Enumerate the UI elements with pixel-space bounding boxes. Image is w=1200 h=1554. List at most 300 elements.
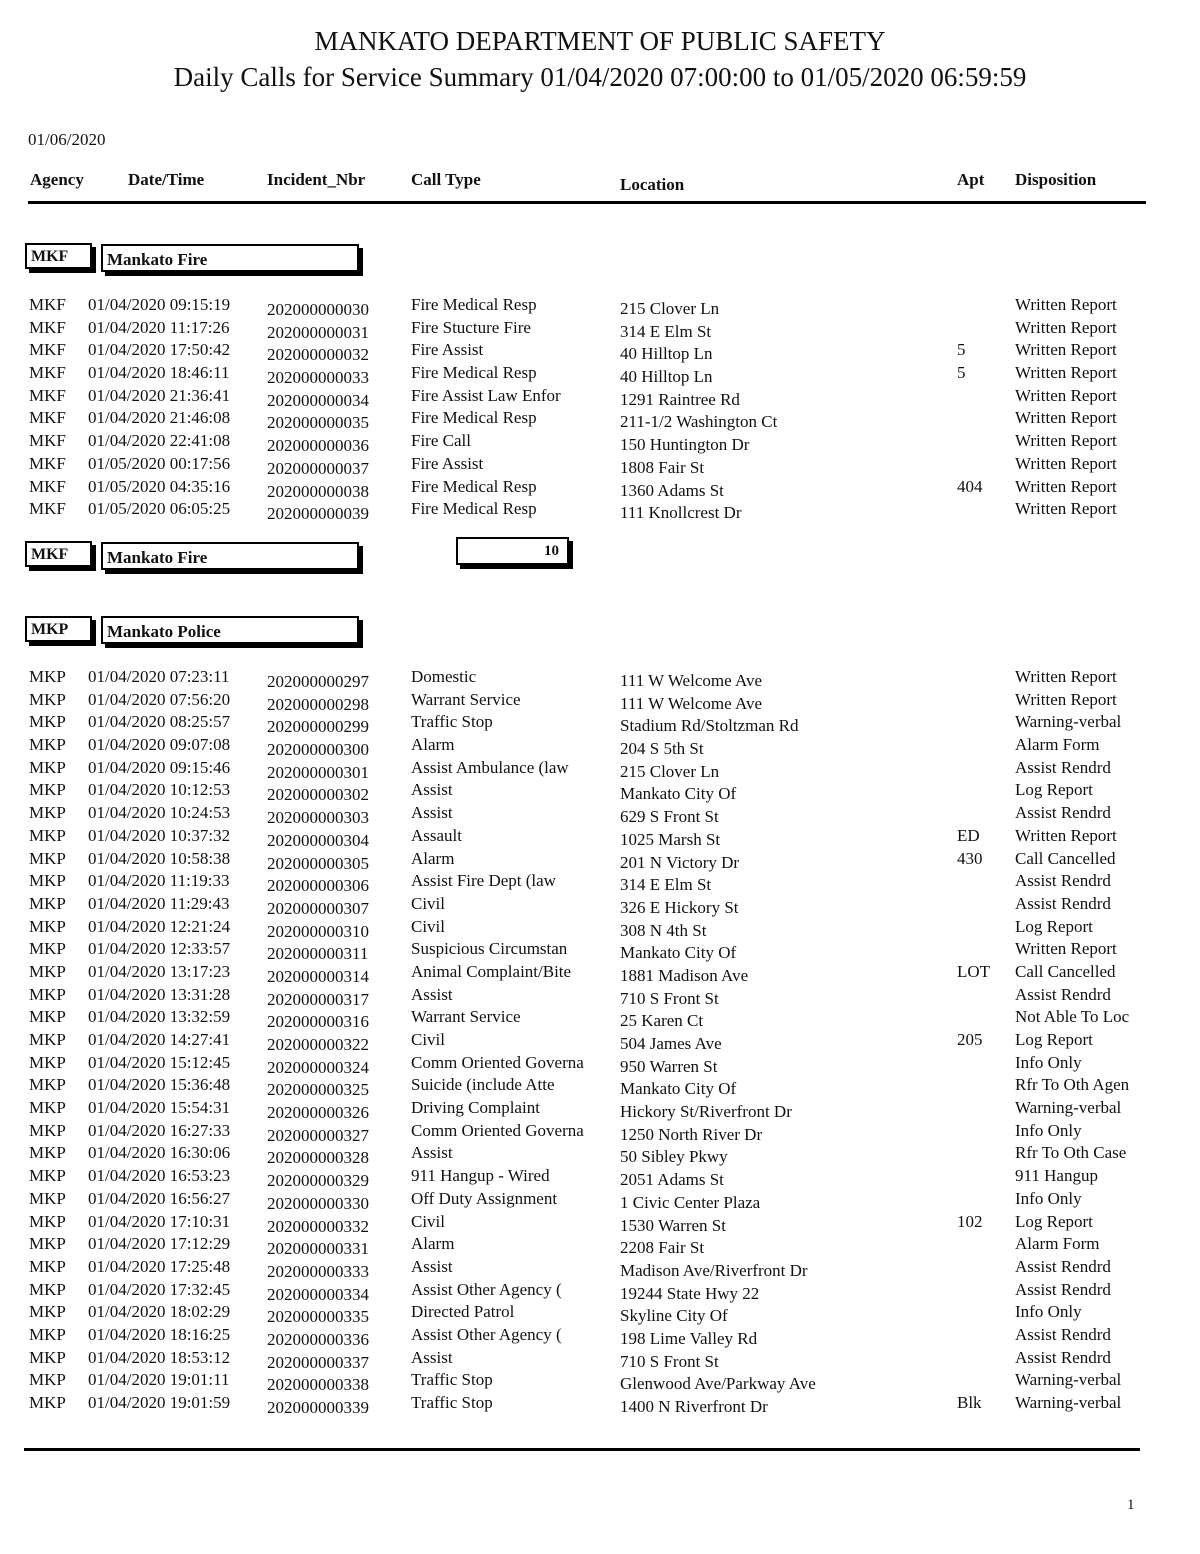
location-cell: Mankato City Of [620, 784, 737, 804]
disposition-cell: Written Report [1015, 667, 1117, 686]
column-header-incident: Incident_Nbr [267, 170, 366, 189]
fire-agency-code: MKF [25, 243, 92, 269]
police-agency-name: Mankato Police [101, 616, 359, 644]
datetime-cell: 01/04/2020 18:16:25 [88, 1324, 231, 1344]
call-type-cell: Alarm [411, 848, 455, 868]
call-type-cell: Comm Oriented Governa [411, 1052, 584, 1072]
agency-cell: MKP [29, 735, 66, 755]
agency-cell: MKF [29, 363, 66, 383]
table-row [0, 295, 1200, 318]
incident-number-cell: 202000000338 [267, 1375, 369, 1395]
call-type-cell: Assist Fire Dept (law [411, 871, 556, 891]
incident-number-cell: 202000000307 [267, 898, 369, 918]
agency-cell: MKP [29, 984, 66, 1004]
datetime-cell: 01/04/2020 11:19:33 [88, 871, 230, 891]
location-cell: Mankato City Of [620, 943, 737, 963]
incident-number-cell: 202000000302 [267, 785, 369, 805]
disposition-cell: Assist Rendrd [1015, 1256, 1111, 1276]
location-cell: Mankato City Of [620, 1079, 737, 1099]
datetime-cell: 01/04/2020 21:46:08 [88, 408, 231, 428]
table-row [0, 1348, 1200, 1371]
datetime-cell: 01/05/2020 00:17:56 [88, 453, 231, 473]
call-type-cell: Driving Complaint [411, 1098, 540, 1118]
incident-number-cell: 202000000034 [267, 390, 369, 410]
apt-cell: 5 [957, 363, 966, 383]
call-type-cell: Off Duty Assignment [411, 1188, 558, 1208]
datetime-cell: 01/04/2020 17:10:31 [88, 1211, 231, 1231]
table-row [0, 712, 1200, 735]
incident-number-cell: 202000000300 [267, 740, 369, 760]
disposition-cell: Alarm Form [1015, 735, 1100, 755]
incident-number-cell: 202000000298 [267, 694, 369, 714]
disposition-cell: Assist Rendrd [1015, 1324, 1111, 1344]
disposition-cell: Call Cancelled [1015, 961, 1116, 981]
agency-cell: MKP [29, 1302, 66, 1322]
table-row [0, 1257, 1200, 1280]
incident-number-cell: 202000000328 [267, 1148, 369, 1168]
incident-number-cell: 202000000324 [267, 1057, 369, 1077]
incident-number-cell: 202000000305 [267, 853, 369, 873]
disposition-cell: Written Report [1015, 825, 1117, 845]
location-cell: 1881 Madison Ave [620, 965, 749, 985]
incident-number-cell: 202000000314 [267, 966, 369, 986]
agency-cell: MKP [29, 1143, 66, 1163]
agency-cell: MKP [29, 1075, 66, 1095]
call-type-cell: Civil [411, 893, 446, 913]
disposition-cell: Not Able To Loc [1015, 1007, 1130, 1027]
call-type-cell: 911 Hangup - Wired [411, 1166, 550, 1186]
agency-cell: MKP [29, 916, 66, 936]
incident-number-cell: 202000000299 [267, 717, 369, 737]
disposition-cell: Written Report [1015, 363, 1117, 383]
location-cell: 198 Lime Valley Rd [620, 1328, 758, 1348]
call-type-cell: Animal Complaint/Bite [411, 961, 572, 981]
disposition-cell: 911 Hangup [1015, 1166, 1098, 1186]
location-cell: 326 E Hickory St [620, 897, 739, 917]
incident-number-cell: 202000000306 [267, 876, 369, 896]
disposition-cell: Warning-verbal [1015, 1098, 1122, 1118]
datetime-cell: 01/04/2020 07:23:11 [88, 667, 230, 686]
agency-cell: MKP [29, 1052, 66, 1072]
agency-cell: MKF [29, 499, 66, 519]
agency-cell: MKF [29, 453, 66, 473]
table-row [0, 340, 1200, 363]
location-cell: 19244 State Hwy 22 [620, 1283, 760, 1303]
datetime-cell: 01/04/2020 21:36:41 [88, 385, 231, 405]
call-type-cell: Traffic Stop [411, 712, 493, 732]
agency-cell: MKF [29, 295, 66, 314]
table-row [0, 1212, 1200, 1235]
disposition-cell: Assist Rendrd [1015, 984, 1111, 1004]
column-header-call-type: Call Type [411, 170, 481, 189]
fire-footer-name: Mankato Fire [101, 542, 359, 570]
datetime-cell: 01/04/2020 22:41:08 [88, 431, 231, 451]
table-row [0, 1143, 1200, 1166]
incident-number-cell: 202000000336 [267, 1329, 369, 1349]
column-header-disposition: Disposition [1015, 170, 1097, 189]
table-row [0, 758, 1200, 781]
agency-cell: MKP [29, 1098, 66, 1118]
table-row [0, 894, 1200, 917]
location-cell: 1400 N Riverfront Dr [620, 1397, 768, 1416]
police-call-list [0, 667, 1200, 1416]
disposition-cell: Log Report [1015, 1030, 1093, 1049]
disposition-cell: Written Report [1015, 453, 1117, 473]
incident-number-cell: 202000000331 [267, 1239, 369, 1259]
fire-call-list [0, 295, 1200, 522]
disposition-cell: Written Report [1015, 340, 1117, 360]
call-type-cell: Fire Stucture Fire [411, 317, 531, 337]
disposition-cell: Log Report [1015, 780, 1093, 800]
location-cell: 201 N Victory Dr [620, 852, 740, 872]
table-row [0, 1234, 1200, 1257]
agency-cell: MKF [29, 317, 66, 337]
location-cell: 204 S 5th St [620, 739, 704, 759]
datetime-cell: 01/04/2020 12:33:57 [88, 939, 231, 959]
agency-cell: MKP [29, 780, 66, 800]
call-type-cell: Fire Medical Resp [411, 476, 537, 496]
apt-cell: 430 [957, 848, 983, 868]
disposition-cell: Warning-verbal [1015, 1370, 1122, 1390]
incident-number-cell: 202000000337 [267, 1352, 369, 1372]
call-type-cell: Directed Patrol [411, 1302, 515, 1322]
location-cell: 111 W Welcome Ave [620, 671, 763, 690]
table-row [0, 363, 1200, 386]
agency-cell: MKP [29, 848, 66, 868]
incident-number-cell: 202000000334 [267, 1284, 369, 1304]
table-row [0, 1325, 1200, 1348]
table-row [0, 735, 1200, 758]
datetime-cell: 01/04/2020 17:25:48 [88, 1256, 231, 1276]
report-title: MANKATO DEPARTMENT OF PUBLIC SAFETY [314, 26, 886, 56]
disposition-cell: Warning-verbal [1015, 1393, 1122, 1412]
disposition-cell: Written Report [1015, 408, 1117, 428]
location-cell: 215 Clover Ln [620, 761, 720, 781]
incident-number-cell: 202000000311 [267, 944, 369, 964]
incident-number-cell: 202000000038 [267, 481, 369, 501]
apt-cell: 404 [957, 476, 983, 496]
call-type-cell: Fire Assist [411, 453, 484, 473]
table-row [0, 917, 1200, 940]
disposition-cell: Written Report [1015, 385, 1117, 405]
call-type-cell: Traffic Stop [411, 1393, 493, 1412]
table-row [0, 962, 1200, 985]
location-cell: Stadium Rd/Stoltzman Rd [620, 716, 799, 736]
agency-cell: MKF [29, 385, 66, 405]
call-type-cell: Assist [411, 803, 453, 823]
call-type-cell: Warrant Service [411, 1007, 521, 1027]
footer-divider [24, 1448, 1140, 1451]
location-cell: 50 Sibley Pkwy [620, 1147, 728, 1167]
police-agency-code: MKP [25, 616, 92, 642]
location-cell: 111 Knollcrest Dr [620, 503, 742, 523]
table-row [0, 499, 1200, 522]
incident-number-cell: 202000000304 [267, 830, 369, 850]
location-cell: 2208 Fair St [620, 1238, 705, 1258]
agency-cell: MKP [29, 757, 66, 777]
table-row [0, 871, 1200, 894]
table-row [0, 690, 1200, 713]
table-row [0, 1370, 1200, 1393]
table-row [0, 1007, 1200, 1030]
header-divider [28, 201, 1146, 204]
table-row [0, 408, 1200, 431]
table-row [0, 826, 1200, 849]
call-type-cell: Warrant Service [411, 689, 521, 709]
incident-number-cell: 202000000297 [267, 672, 369, 691]
agency-cell: MKP [29, 961, 66, 981]
datetime-cell: 01/04/2020 16:27:33 [88, 1120, 231, 1140]
datetime-cell: 01/04/2020 11:29:43 [88, 893, 230, 913]
datetime-cell: 01/04/2020 11:17:26 [88, 317, 230, 337]
fire-agency-name: Mankato Fire [101, 244, 359, 272]
location-cell: 1808 Fair St [620, 457, 705, 477]
table-row [0, 318, 1200, 341]
datetime-cell: 01/04/2020 10:37:32 [88, 825, 231, 845]
incident-number-cell: 202000000316 [267, 1012, 369, 1032]
table-row [0, 803, 1200, 826]
call-type-cell: Alarm [411, 735, 455, 755]
datetime-cell: 01/04/2020 09:15:19 [88, 295, 231, 314]
location-cell: 950 Warren St [620, 1056, 718, 1076]
datetime-cell: 01/04/2020 09:07:08 [88, 735, 231, 755]
table-row [0, 1121, 1200, 1144]
datetime-cell: 01/04/2020 19:01:11 [88, 1370, 230, 1390]
apt-cell: 205 [957, 1030, 983, 1049]
page-number: 1 [1127, 1497, 1135, 1513]
disposition-cell: Written Report [1015, 431, 1117, 451]
incident-number-cell: 202000000032 [267, 345, 369, 365]
table-row [0, 454, 1200, 477]
agency-cell: MKP [29, 1234, 66, 1254]
incident-number-cell: 202000000326 [267, 1103, 369, 1123]
call-type-cell: Assist Other Agency ( [411, 1324, 562, 1344]
location-cell: 1291 Raintree Rd [620, 389, 740, 409]
agency-cell: MKP [29, 1166, 66, 1186]
location-cell: 215 Clover Ln [620, 299, 720, 318]
table-row [0, 1280, 1200, 1303]
agency-cell: MKF [29, 431, 66, 451]
location-cell: 150 Huntington Dr [620, 435, 750, 455]
agency-cell: MKP [29, 1370, 66, 1390]
table-row [0, 1166, 1200, 1189]
incident-number-cell: 202000000332 [267, 1216, 369, 1236]
location-cell: 1025 Marsh St [620, 829, 721, 849]
incident-number-cell: 202000000301 [267, 762, 369, 782]
incident-number-cell: 202000000325 [267, 1080, 369, 1100]
agency-cell: MKP [29, 1279, 66, 1299]
call-type-cell: Suicide (include Atte [411, 1075, 555, 1095]
location-cell: 314 E Elm St [620, 875, 712, 895]
incident-number-cell: 202000000033 [267, 368, 369, 388]
datetime-cell: 01/04/2020 14:27:41 [88, 1030, 231, 1049]
datetime-cell: 01/04/2020 08:25:57 [88, 712, 231, 732]
datetime-cell: 01/05/2020 04:35:16 [88, 476, 231, 496]
disposition-cell: Written Report [1015, 476, 1117, 496]
column-header-location: Location [620, 175, 685, 194]
disposition-cell: Assist Rendrd [1015, 871, 1111, 891]
datetime-cell: 01/04/2020 10:58:38 [88, 848, 231, 868]
call-type-cell: Assist [411, 984, 453, 1004]
disposition-cell: Assist Rendrd [1015, 893, 1111, 913]
agency-cell: MKP [29, 689, 66, 709]
datetime-cell: 01/04/2020 10:24:53 [88, 803, 231, 823]
call-type-cell: Suspicious Circumstan [411, 939, 568, 959]
call-type-cell: Assault [411, 825, 462, 845]
location-cell: 1 Civic Center Plaza [620, 1192, 761, 1212]
incident-number-cell: 202000000036 [267, 436, 369, 456]
call-type-cell: Fire Assist Law Enfor [411, 385, 561, 405]
datetime-cell: 01/04/2020 17:50:42 [88, 340, 231, 360]
column-header-apt: Apt [957, 170, 985, 189]
disposition-cell: Warning-verbal [1015, 712, 1122, 732]
call-type-cell: Fire Call [411, 431, 471, 451]
table-row [0, 667, 1200, 690]
table-row [0, 849, 1200, 872]
incident-number-cell: 202000000317 [267, 989, 369, 1009]
call-type-cell: Fire Assist [411, 340, 484, 360]
location-cell: Madison Ave/Riverfront Dr [620, 1260, 808, 1280]
location-cell: 111 W Welcome Ave [620, 693, 763, 713]
datetime-cell: 01/04/2020 19:01:59 [88, 1393, 231, 1412]
location-cell: Hickory St/Riverfront Dr [620, 1102, 792, 1122]
table-row [0, 1393, 1200, 1416]
agency-cell: MKP [29, 1007, 66, 1027]
apt-cell: 5 [957, 340, 966, 360]
location-cell: 40 Hilltop Ln [620, 367, 713, 387]
incident-number-cell: 202000000335 [267, 1307, 369, 1327]
table-row [0, 780, 1200, 803]
incident-number-cell: 202000000327 [267, 1125, 369, 1145]
disposition-cell: Assist Rendrd [1015, 803, 1111, 823]
table-row [0, 985, 1200, 1008]
agency-cell: MKP [29, 893, 66, 913]
agency-cell: MKF [29, 476, 66, 496]
disposition-cell: Alarm Form [1015, 1234, 1100, 1254]
datetime-cell: 01/05/2020 06:05:25 [88, 499, 231, 519]
datetime-cell: 01/04/2020 12:21:24 [88, 916, 231, 936]
datetime-cell: 01/04/2020 15:54:31 [88, 1098, 231, 1118]
column-header-datetime: Date/Time [128, 170, 205, 189]
incident-number-cell: 202000000329 [267, 1171, 369, 1191]
fire-footer-code: MKF [25, 541, 92, 567]
table-row [0, 431, 1200, 454]
disposition-cell: Info Only [1015, 1120, 1082, 1140]
agency-cell: MKP [29, 667, 66, 686]
disposition-cell: Assist Rendrd [1015, 757, 1111, 777]
location-cell: 314 E Elm St [620, 321, 712, 341]
call-type-cell: Assist [411, 1256, 453, 1276]
datetime-cell: 01/04/2020 10:12:53 [88, 780, 231, 800]
call-type-cell: Assist Ambulance (law [411, 757, 569, 777]
table-row [0, 477, 1200, 500]
disposition-cell: Call Cancelled [1015, 848, 1116, 868]
table-row [0, 1189, 1200, 1212]
call-type-cell: Assist [411, 1347, 453, 1367]
disposition-cell: Log Report [1015, 916, 1093, 936]
agency-cell: MKP [29, 712, 66, 732]
incident-number-cell: 202000000039 [267, 504, 369, 524]
call-type-cell: Fire Medical Resp [411, 408, 537, 428]
agency-cell: MKP [29, 1188, 66, 1208]
datetime-cell: 01/04/2020 15:12:45 [88, 1052, 231, 1072]
agency-cell: MKP [29, 939, 66, 959]
table-row [0, 939, 1200, 962]
call-type-cell: Domestic [411, 667, 477, 686]
table-row [0, 1075, 1200, 1098]
disposition-cell: Rfr To Oth Agen [1015, 1075, 1130, 1095]
location-cell: 504 James Ave [620, 1034, 722, 1053]
report-subtitle: Daily Calls for Service Summary 01/04/2020 07:00:00 to 01/05/2020 06:59:59 [173, 62, 1027, 92]
location-cell: 1360 Adams St [620, 480, 724, 500]
datetime-cell: 01/04/2020 13:32:59 [88, 1007, 231, 1027]
datetime-cell: 01/04/2020 16:30:06 [88, 1143, 231, 1163]
location-cell: 2051 Adams St [620, 1170, 724, 1190]
incident-number-cell: 202000000031 [267, 322, 369, 342]
agency-cell: MKF [29, 340, 66, 360]
location-cell: 710 S Front St [620, 988, 719, 1008]
location-cell: 1250 North River Dr [620, 1124, 763, 1144]
datetime-cell: 01/04/2020 18:46:11 [88, 363, 230, 383]
agency-cell: MKP [29, 1324, 66, 1344]
datetime-cell: 01/04/2020 13:31:28 [88, 984, 231, 1004]
call-type-cell: Assist Other Agency ( [411, 1279, 562, 1299]
disposition-cell: Assist Rendrd [1015, 1279, 1111, 1299]
agency-cell: MKP [29, 1347, 66, 1367]
call-type-cell: Alarm [411, 1234, 455, 1254]
agency-cell: MKP [29, 871, 66, 891]
table-row [0, 386, 1200, 409]
agency-cell: MKP [29, 1120, 66, 1140]
datetime-cell: 01/04/2020 13:17:23 [88, 961, 231, 981]
agency-cell: MKP [29, 825, 66, 845]
agency-cell: MKP [29, 1211, 66, 1231]
agency-cell: MKP [29, 1030, 66, 1049]
disposition-cell: Info Only [1015, 1052, 1082, 1072]
column-header-agency: Agency [30, 170, 84, 189]
table-row [0, 1030, 1200, 1053]
incident-number-cell: 202000000322 [267, 1035, 369, 1054]
apt-cell: 102 [957, 1211, 983, 1231]
incident-number-cell: 202000000330 [267, 1193, 369, 1213]
location-cell: 25 Karen Ct [620, 1011, 704, 1031]
disposition-cell: Info Only [1015, 1302, 1082, 1322]
datetime-cell: 01/04/2020 16:53:23 [88, 1166, 231, 1186]
call-type-cell: Fire Medical Resp [411, 295, 537, 314]
datetime-cell: 01/04/2020 17:12:29 [88, 1234, 231, 1254]
incident-number-cell: 202000000030 [267, 300, 369, 319]
agency-cell: MKP [29, 1256, 66, 1276]
datetime-cell: 01/04/2020 15:36:48 [88, 1075, 231, 1095]
disposition-cell: Assist Rendrd [1015, 1347, 1111, 1367]
incident-number-cell: 202000000037 [267, 458, 369, 478]
incident-number-cell: 202000000333 [267, 1261, 369, 1281]
call-type-cell: Assist [411, 1143, 453, 1163]
location-cell: 211-1/2 Washington Ct [620, 412, 778, 432]
disposition-cell: Written Report [1015, 499, 1117, 519]
agency-cell: MKF [29, 408, 66, 428]
location-cell: 1530 Warren St [620, 1215, 726, 1235]
apt-cell: Blk [957, 1393, 982, 1412]
location-cell: 308 N 4th St [620, 920, 707, 940]
datetime-cell: 01/04/2020 18:53:12 [88, 1347, 231, 1367]
disposition-cell: Written Report [1015, 317, 1117, 337]
datetime-cell: 01/04/2020 09:15:46 [88, 757, 231, 777]
location-cell: 40 Hilltop Ln [620, 344, 713, 364]
call-type-cell: Traffic Stop [411, 1370, 493, 1390]
call-type-cell: Civil [411, 1030, 446, 1049]
incident-number-cell: 202000000339 [267, 1398, 369, 1417]
